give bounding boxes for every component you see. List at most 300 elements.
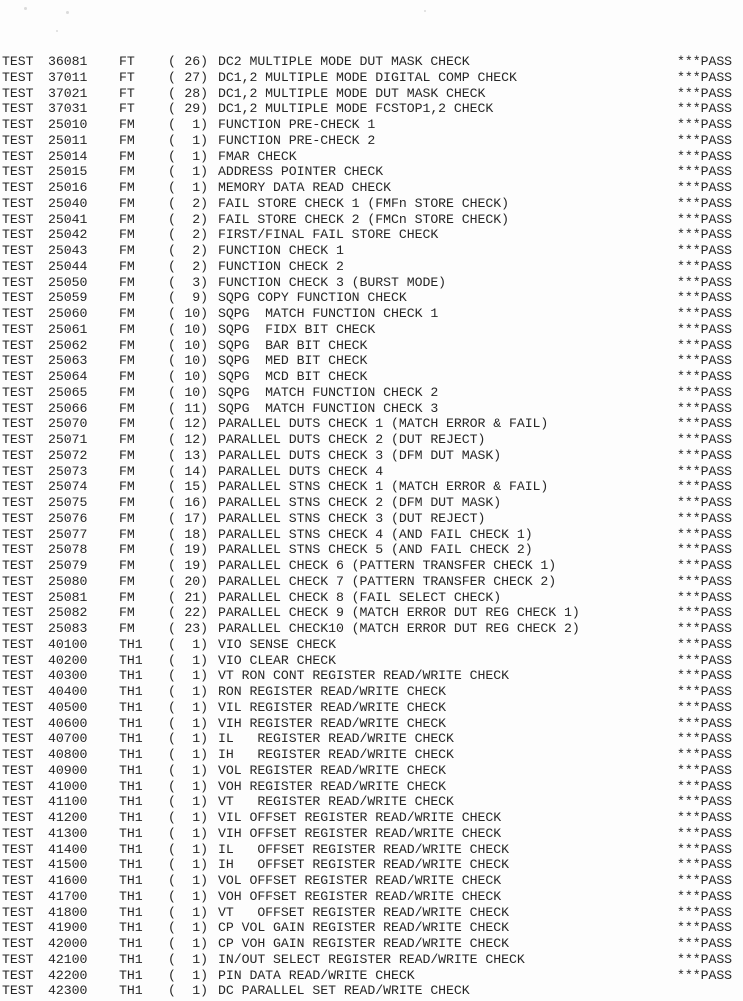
log-line — [0, 243, 743, 259]
test-index: 1) — [192, 920, 208, 936]
test-result: ***PASS — [677, 920, 733, 936]
scan-smudge — [56, 30, 58, 32]
test-group: FM — [119, 132, 135, 148]
test-index: 10) — [184, 369, 208, 384]
test-result: ***PASS — [677, 117, 733, 132]
test-description: PARALLEL DUTS CHECK 2 (DUT REJECT) — [218, 432, 486, 447]
test-index: 2) — [192, 227, 208, 243]
log-line — [0, 731, 743, 747]
open-paren: ( — [168, 243, 176, 258]
open-paren: ( — [168, 101, 176, 117]
test-result: ***PASS — [677, 384, 733, 400]
test-index: 10) — [184, 384, 208, 400]
test-number: 25059 — [48, 290, 88, 306]
test-number: 41600 — [48, 873, 88, 888]
log-line — [0, 196, 743, 212]
test-keyword: TEST — [2, 164, 34, 180]
log-line — [0, 826, 743, 842]
log-line — [0, 164, 743, 180]
test-description: VIL REGISTER READ/WRITE CHECK — [218, 699, 447, 715]
test-result: ***PASS — [677, 904, 733, 920]
test-number: 41200 — [48, 810, 88, 825]
test-number: 25071 — [48, 432, 88, 447]
test-keyword: TEST — [2, 416, 34, 432]
test-description: SQPG COPY FUNCTION CHECK — [218, 290, 407, 306]
scan-smudge — [24, 7, 27, 10]
test-description: PARALLEL STNS CHECK 1 (MATCH ERROR & FAIL) — [218, 479, 549, 495]
test-keyword: TEST — [2, 337, 34, 353]
test-number: 40200 — [48, 652, 88, 668]
test-description: VIH OFFSET REGISTER READ/WRITE CHECK — [218, 825, 502, 841]
test-result: ***PASS — [677, 873, 733, 888]
log-line — [0, 952, 743, 968]
test-result: ***PASS — [677, 621, 733, 636]
test-group: FT — [119, 101, 135, 117]
test-group: TH1 — [119, 873, 143, 888]
test-keyword: TEST — [2, 605, 34, 621]
test-number: 25078 — [48, 542, 88, 558]
open-paren: ( — [168, 195, 176, 211]
log-line — [0, 149, 743, 165]
test-number: 25010 — [48, 117, 88, 132]
test-description: IN/OUT SELECT REGISTER READ/WRITE CHECK — [218, 951, 525, 967]
test-number: 36081 — [48, 54, 88, 69]
test-description: VT OFFSET REGISTER READ/WRITE CHECK — [218, 904, 509, 920]
log-line — [0, 527, 743, 543]
test-index: 1) — [192, 841, 208, 857]
test-result: ***PASS — [677, 888, 733, 904]
test-index: 13) — [184, 447, 208, 463]
test-description: VOH REGISTER READ/WRITE CHECK — [218, 778, 447, 794]
test-keyword: TEST — [2, 85, 34, 101]
test-number: 25041 — [48, 211, 88, 227]
test-number: 40500 — [48, 699, 88, 715]
test-index: 22) — [184, 605, 208, 621]
test-description: IH OFFSET REGISTER READ/WRITE CHECK — [218, 857, 509, 873]
log-line — [0, 306, 743, 322]
test-group: FM — [119, 526, 135, 542]
test-keyword: TEST — [2, 211, 34, 227]
open-paren: ( — [168, 967, 176, 983]
open-paren: ( — [168, 715, 176, 731]
test-result: ***PASS — [677, 164, 733, 180]
test-number: 41400 — [48, 841, 88, 857]
test-group: FM — [119, 337, 135, 353]
log-line — [0, 747, 743, 763]
open-paren: ( — [168, 589, 176, 605]
test-number: 25050 — [48, 274, 88, 290]
log-line — [0, 227, 743, 243]
log-line — [0, 905, 743, 921]
test-keyword: TEST — [2, 668, 34, 684]
test-group: FM — [119, 321, 135, 337]
test-number: 25065 — [48, 384, 88, 400]
test-keyword: TEST — [2, 495, 34, 510]
test-keyword: TEST — [2, 841, 34, 857]
open-paren: ( — [168, 132, 176, 148]
log-line — [0, 54, 743, 70]
test-group: FT — [119, 69, 135, 85]
test-group: TH1 — [119, 794, 143, 810]
test-index: 19) — [184, 542, 208, 558]
test-description: DC2 MULTIPLE MODE DUT MASK CHECK — [218, 54, 470, 69]
test-number: 41700 — [48, 888, 88, 904]
log-line — [0, 873, 743, 889]
test-keyword: TEST — [2, 117, 34, 132]
test-group: TH1 — [119, 857, 143, 873]
test-index: 10) — [184, 337, 208, 353]
test-description: VIH REGISTER READ/WRITE CHECK — [218, 715, 447, 731]
test-result: ***PASS — [677, 684, 733, 699]
test-description: DC1,2 MULTIPLE MODE FCSTOP1,2 CHECK — [218, 101, 494, 117]
test-index: 11) — [184, 400, 208, 416]
test-index: 1) — [192, 904, 208, 920]
test-description: VOH OFFSET REGISTER READ/WRITE CHECK — [218, 888, 502, 904]
log-line — [0, 385, 743, 401]
test-group: FM — [119, 227, 135, 243]
log-line — [0, 842, 743, 858]
test-index: 18) — [184, 526, 208, 542]
test-keyword: TEST — [2, 321, 34, 337]
test-group: FM — [119, 400, 135, 416]
test-keyword: TEST — [2, 353, 34, 369]
test-group: TH1 — [119, 636, 143, 652]
test-group: FM — [119, 353, 135, 369]
test-index: 1) — [192, 873, 208, 888]
test-group: FM — [119, 180, 135, 195]
test-group: TH1 — [119, 762, 143, 778]
test-group: FM — [119, 605, 135, 621]
test-group: FM — [119, 164, 135, 180]
test-result: ***PASS — [677, 715, 733, 731]
open-paren: ( — [168, 416, 176, 432]
log-line — [0, 684, 743, 700]
test-group: TH1 — [119, 810, 143, 825]
log-line — [0, 180, 743, 196]
test-group: FT — [119, 54, 135, 69]
test-number: 25072 — [48, 447, 88, 463]
test-result: ***PASS — [677, 400, 733, 416]
test-index: 1) — [192, 967, 208, 983]
test-index: 1) — [192, 747, 208, 762]
open-paren: ( — [168, 337, 176, 353]
test-index: 2) — [192, 258, 208, 274]
test-index: 1) — [192, 132, 208, 148]
open-paren: ( — [168, 290, 176, 306]
test-number: 25081 — [48, 589, 88, 605]
test-group: FM — [119, 621, 135, 636]
test-group: FM — [119, 211, 135, 227]
log-line — [0, 558, 743, 574]
test-number: 25042 — [48, 227, 88, 243]
test-description: VT RON CONT REGISTER READ/WRITE CHECK — [218, 668, 509, 684]
test-index: 26) — [184, 54, 208, 69]
test-index: 9) — [192, 290, 208, 306]
test-number: 40800 — [48, 747, 88, 762]
test-description: VT REGISTER READ/WRITE CHECK — [218, 794, 454, 810]
open-paren: ( — [168, 85, 176, 101]
test-keyword: TEST — [2, 983, 34, 999]
test-description: CP VOL GAIN REGISTER READ/WRITE CHECK — [218, 920, 509, 936]
test-keyword: TEST — [2, 731, 34, 747]
test-number: 40600 — [48, 715, 88, 731]
test-index: 1) — [192, 715, 208, 731]
log-line — [0, 369, 743, 385]
log-line — [0, 275, 743, 291]
open-paren: ( — [168, 668, 176, 684]
test-description: SQPG BAR BIT CHECK — [218, 337, 368, 353]
test-result: ***PASS — [677, 274, 733, 290]
log-line — [0, 101, 743, 117]
test-description: FIRST/FINAL FAIL STORE CHECK — [218, 227, 439, 243]
test-index: 1) — [192, 668, 208, 684]
test-result: ***PASS — [677, 731, 733, 747]
test-number: 37031 — [48, 101, 88, 117]
test-keyword: TEST — [2, 762, 34, 778]
test-group: FM — [119, 416, 135, 432]
test-result: ***PASS — [677, 762, 733, 778]
test-group: FM — [119, 589, 135, 605]
test-description: FUNCTION PRE-CHECK 2 — [218, 132, 376, 148]
test-description: FUNCTION CHECK 2 — [218, 258, 344, 274]
test-result: ***PASS — [677, 54, 733, 69]
test-keyword: TEST — [2, 967, 34, 983]
log-line — [0, 763, 743, 779]
test-index: 17) — [184, 510, 208, 526]
open-paren: ( — [168, 636, 176, 652]
open-paren: ( — [168, 479, 176, 495]
test-result: ***PASS — [677, 463, 733, 479]
test-index: 1) — [192, 684, 208, 699]
test-keyword: TEST — [2, 621, 34, 636]
test-index: 2) — [192, 243, 208, 258]
test-result: ***PASS — [677, 290, 733, 306]
test-keyword: TEST — [2, 132, 34, 148]
test-index: 1) — [192, 951, 208, 967]
test-group: FM — [119, 510, 135, 526]
test-description: IL REGISTER READ/WRITE CHECK — [218, 731, 454, 747]
test-group: FM — [119, 447, 135, 463]
test-group: FM — [119, 290, 135, 306]
test-group: TH1 — [119, 951, 143, 967]
test-keyword: TEST — [2, 936, 34, 951]
test-keyword: TEST — [2, 101, 34, 117]
open-paren: ( — [168, 495, 176, 510]
test-keyword: TEST — [2, 542, 34, 558]
test-keyword: TEST — [2, 290, 34, 306]
test-description: PARALLEL CHECK 9 (MATCH ERROR DUT REG CHECK 1) — [218, 605, 580, 621]
open-paren: ( — [168, 54, 176, 69]
test-description: DC1,2 MULTIPLE MODE DUT MASK CHECK — [218, 85, 486, 101]
log-line — [0, 495, 743, 511]
test-keyword: TEST — [2, 54, 34, 69]
test-keyword: TEST — [2, 558, 34, 573]
log-line — [0, 920, 743, 936]
open-paren: ( — [168, 825, 176, 841]
open-paren: ( — [168, 274, 176, 290]
test-keyword: TEST — [2, 747, 34, 762]
test-group: FM — [119, 432, 135, 447]
test-number: 41000 — [48, 778, 88, 794]
test-description: PARALLEL CHECK 6 (PATTERN TRANSFER CHECK 1) — [218, 558, 557, 573]
test-group: TH1 — [119, 652, 143, 668]
test-keyword: TEST — [2, 652, 34, 668]
test-result: ***PASS — [677, 148, 733, 164]
test-description: FAIL STORE CHECK 1 (FMFn STORE CHECK) — [218, 195, 509, 211]
log-line — [0, 794, 743, 810]
test-keyword: TEST — [2, 463, 34, 479]
log-line — [0, 810, 743, 826]
test-keyword: TEST — [2, 573, 34, 589]
test-index: 20) — [184, 573, 208, 589]
test-result: ***PASS — [677, 967, 733, 983]
test-number: 25064 — [48, 369, 88, 384]
test-result: ***PASS — [677, 337, 733, 353]
open-paren: ( — [168, 951, 176, 967]
open-paren: ( — [168, 747, 176, 762]
test-number: 25075 — [48, 495, 88, 510]
test-index: 10) — [184, 353, 208, 369]
log-line — [0, 968, 743, 984]
open-paren: ( — [168, 69, 176, 85]
test-result: ***PASS — [677, 936, 733, 951]
test-keyword: TEST — [2, 400, 34, 416]
test-index: 1) — [192, 857, 208, 873]
scan-smudge — [424, 10, 426, 12]
test-description: DC PARALLEL SET READ/WRITE CHECK — [218, 983, 470, 999]
test-description: FAIL STORE CHECK 2 (FMCn STORE CHECK) — [218, 211, 509, 227]
test-number: 25080 — [48, 573, 88, 589]
test-keyword: TEST — [2, 715, 34, 731]
test-number: 42300 — [48, 983, 88, 999]
log-line — [0, 117, 743, 133]
log-line — [0, 716, 743, 732]
test-keyword: TEST — [2, 699, 34, 715]
log-line — [0, 432, 743, 448]
test-index: 2) — [192, 211, 208, 227]
test-group: TH1 — [119, 747, 143, 762]
test-description: SQPG FIDX BIT CHECK — [218, 321, 376, 337]
test-keyword: TEST — [2, 274, 34, 290]
test-number: 40400 — [48, 684, 88, 699]
log-line — [0, 322, 743, 338]
test-result: ***PASS — [677, 369, 733, 384]
log-line — [0, 259, 743, 275]
open-paren: ( — [168, 731, 176, 747]
test-description: FUNCTION CHECK 3 (BURST MODE) — [218, 274, 447, 290]
test-keyword: TEST — [2, 148, 34, 164]
test-result: ***PASS — [677, 416, 733, 432]
test-result: ***PASS — [677, 227, 733, 243]
test-index: 1) — [192, 117, 208, 132]
test-description: PARALLEL DUTS CHECK 3 (DFM DUT MASK) — [218, 447, 502, 463]
log-line — [0, 416, 743, 432]
test-keyword: TEST — [2, 636, 34, 652]
test-result: ***PASS — [677, 699, 733, 715]
test-number: 25082 — [48, 605, 88, 621]
test-result: ***PASS — [677, 668, 733, 684]
test-number: 40100 — [48, 636, 88, 652]
test-keyword: TEST — [2, 857, 34, 873]
test-keyword: TEST — [2, 227, 34, 243]
test-keyword: TEST — [2, 904, 34, 920]
test-result: ***PASS — [677, 510, 733, 526]
test-number: 25070 — [48, 416, 88, 432]
test-result: ***PASS — [677, 180, 733, 195]
test-number: 25015 — [48, 164, 88, 180]
open-paren: ( — [168, 573, 176, 589]
test-result: ***PASS — [677, 306, 733, 321]
test-keyword: TEST — [2, 888, 34, 904]
test-index: 15) — [184, 479, 208, 495]
log-line — [0, 621, 743, 637]
test-number: 40900 — [48, 762, 88, 778]
open-paren: ( — [168, 164, 176, 180]
open-paren: ( — [168, 762, 176, 778]
open-paren: ( — [168, 306, 176, 321]
test-log — [0, 54, 743, 999]
test-keyword: TEST — [2, 306, 34, 321]
test-result: ***PASS — [677, 542, 733, 558]
open-paren: ( — [168, 148, 176, 164]
test-index: 1) — [192, 778, 208, 794]
test-keyword: TEST — [2, 384, 34, 400]
open-paren: ( — [168, 447, 176, 463]
test-description: PARALLEL STNS CHECK 5 (AND FAIL CHECK 2) — [218, 542, 533, 558]
test-description: FMAR CHECK — [218, 148, 297, 164]
test-description: PIN DATA READ/WRITE CHECK — [218, 967, 415, 983]
log-line — [0, 353, 743, 369]
test-index: 19) — [184, 558, 208, 573]
log-line — [0, 605, 743, 621]
test-keyword: TEST — [2, 243, 34, 258]
open-paren: ( — [168, 888, 176, 904]
test-description: ADDRESS POINTER CHECK — [218, 164, 384, 180]
test-index: 1) — [192, 810, 208, 825]
test-number: 25040 — [48, 195, 88, 211]
test-description: SQPG MED BIT CHECK — [218, 353, 368, 369]
test-keyword: TEST — [2, 684, 34, 699]
open-paren: ( — [168, 558, 176, 573]
log-line — [0, 338, 743, 354]
test-description: VOL OFFSET REGISTER READ/WRITE CHECK — [218, 873, 502, 888]
test-result: ***PASS — [677, 258, 733, 274]
test-group: FM — [119, 369, 135, 384]
test-index: 1) — [192, 180, 208, 195]
test-description: CP VOH GAIN REGISTER READ/WRITE CHECK — [218, 936, 509, 951]
test-result: ***PASS — [677, 810, 733, 825]
log-line — [0, 653, 743, 669]
test-index: 1) — [192, 888, 208, 904]
log-line — [0, 290, 743, 306]
log-line — [0, 133, 743, 149]
log-line — [0, 212, 743, 228]
test-keyword: TEST — [2, 794, 34, 810]
test-number: 40300 — [48, 668, 88, 684]
test-group: FM — [119, 258, 135, 274]
test-index: 1) — [192, 148, 208, 164]
test-index: 12) — [184, 416, 208, 432]
test-group: FM — [119, 306, 135, 321]
test-index: 29) — [184, 101, 208, 117]
test-result: ***PASS — [677, 432, 733, 447]
test-index: 1) — [192, 699, 208, 715]
test-group: FM — [119, 274, 135, 290]
open-paren: ( — [168, 353, 176, 369]
test-number: 41500 — [48, 857, 88, 873]
open-paren: ( — [168, 983, 176, 999]
open-paren: ( — [168, 699, 176, 715]
